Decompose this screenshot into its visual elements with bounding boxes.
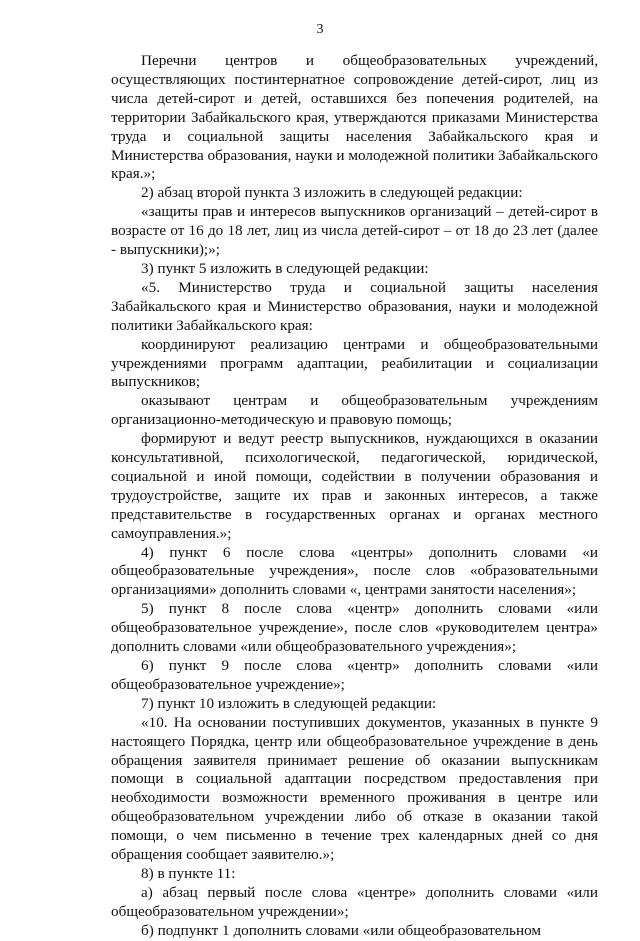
- paragraph-item-4: 4) пункт 6 после слова «центры» дополнить словами «и общеобразовательные учреждения», после слов «образовательными организациями» дополнить словами «, центрами занятости населения»;: [111, 543, 598, 599]
- paragraph-subitem-b: б) подпункт 1 дополнить словами «или общеобразовательном: [141, 921, 542, 939]
- paragraph-item-8: 8) в пункте 11:: [141, 864, 236, 882]
- paragraph-item-3: 3) пункт 5 изложить в следующей редакции:: [141, 259, 429, 277]
- paragraph-item-7: 7) пункт 10 изложить в следующей редакции:: [141, 694, 437, 712]
- paragraph-assist: оказывают центрам и общеобразовательным учреждениям организационно-методическую и правовую помощь;: [111, 392, 598, 429]
- paragraph-point-5: «5. Министерство труда и социальной защиты населения Забайкальского края и Министерство образования, науки и молодежной политики Забайкальского края:: [111, 278, 598, 334]
- paragraph-subitem-a: а) абзац первый после слова «центре» дополнить словами «или общеобразовательном учреждении»;: [111, 883, 598, 920]
- paragraph-coordinate: координируют реализацию центрами и общеобразовательными учреждениями программ адаптации, реабилитации и социализации выпускников;: [111, 335, 598, 391]
- paragraph-registry: формируют и ведут реестр выпускников, нуждающихся в оказании консультативной, психологической, педагогической, юридической, социальной и иной помощи, содействии в получении образования и трудоустройстве, защите их прав и законных интересов, а также представительстве в государственных органах и органах местного самоуправления.»;: [111, 430, 598, 542]
- paragraph-item-2-text: «защиты прав и интересов выпускников организаций – детей-сирот в возрасте от 16 до 18 лет, лиц из числа детей-сирот – от 18 до 23 лет (далее - выпускники);»;: [111, 203, 598, 259]
- paragraph-item-6: 6) пункт 9 после слова «центр» дополнить словами «или общеобразовательное учреждение»;: [111, 657, 598, 693]
- paragraph-point-10: «10. На основании поступивших документов, указанных в пункте 9 настоящего Порядка, центр или общеобразовательное учреждение в день обращения заявителя принимает решение об оказании выпускникам помощи в социальной адаптации посредством предоставления при необходимости возможности временного проживания в центре или общеобразовательном учреждении либо об отказе в оказании такой помощи, о чем письменно в течение трех календарных дней со дня обращения сообщает заявителю.»;: [111, 713, 598, 864]
- paragraph-item-2: 2) абзац второй пункта 3 изложить в следующей редакции:: [141, 184, 523, 202]
- page-number: 3: [316, 22, 324, 37]
- document-body: [111, 52, 598, 941]
- paragraph-item-5: 5) пункт 8 после слова «центр» дополнить словами «или общеобразовательное учреждение», после слов «руководителем центра» дополнить словами «или общеобразовательного учреждения»;: [111, 600, 598, 656]
- paragraph-lists-approval: Перечни центров и общеобразовательных учреждений, осуществляющих постинтернатное сопровождение детей-сирот, лиц из числа детей-сирот и детей, оставшихся без попечения родителей, на территории Забайкальского края, утверждаются приказами Министерства труда и социальной защиты населения Забайкальского края и Министерства образования, науки и молодежной политики Забайкальского края.»;: [111, 52, 598, 183]
